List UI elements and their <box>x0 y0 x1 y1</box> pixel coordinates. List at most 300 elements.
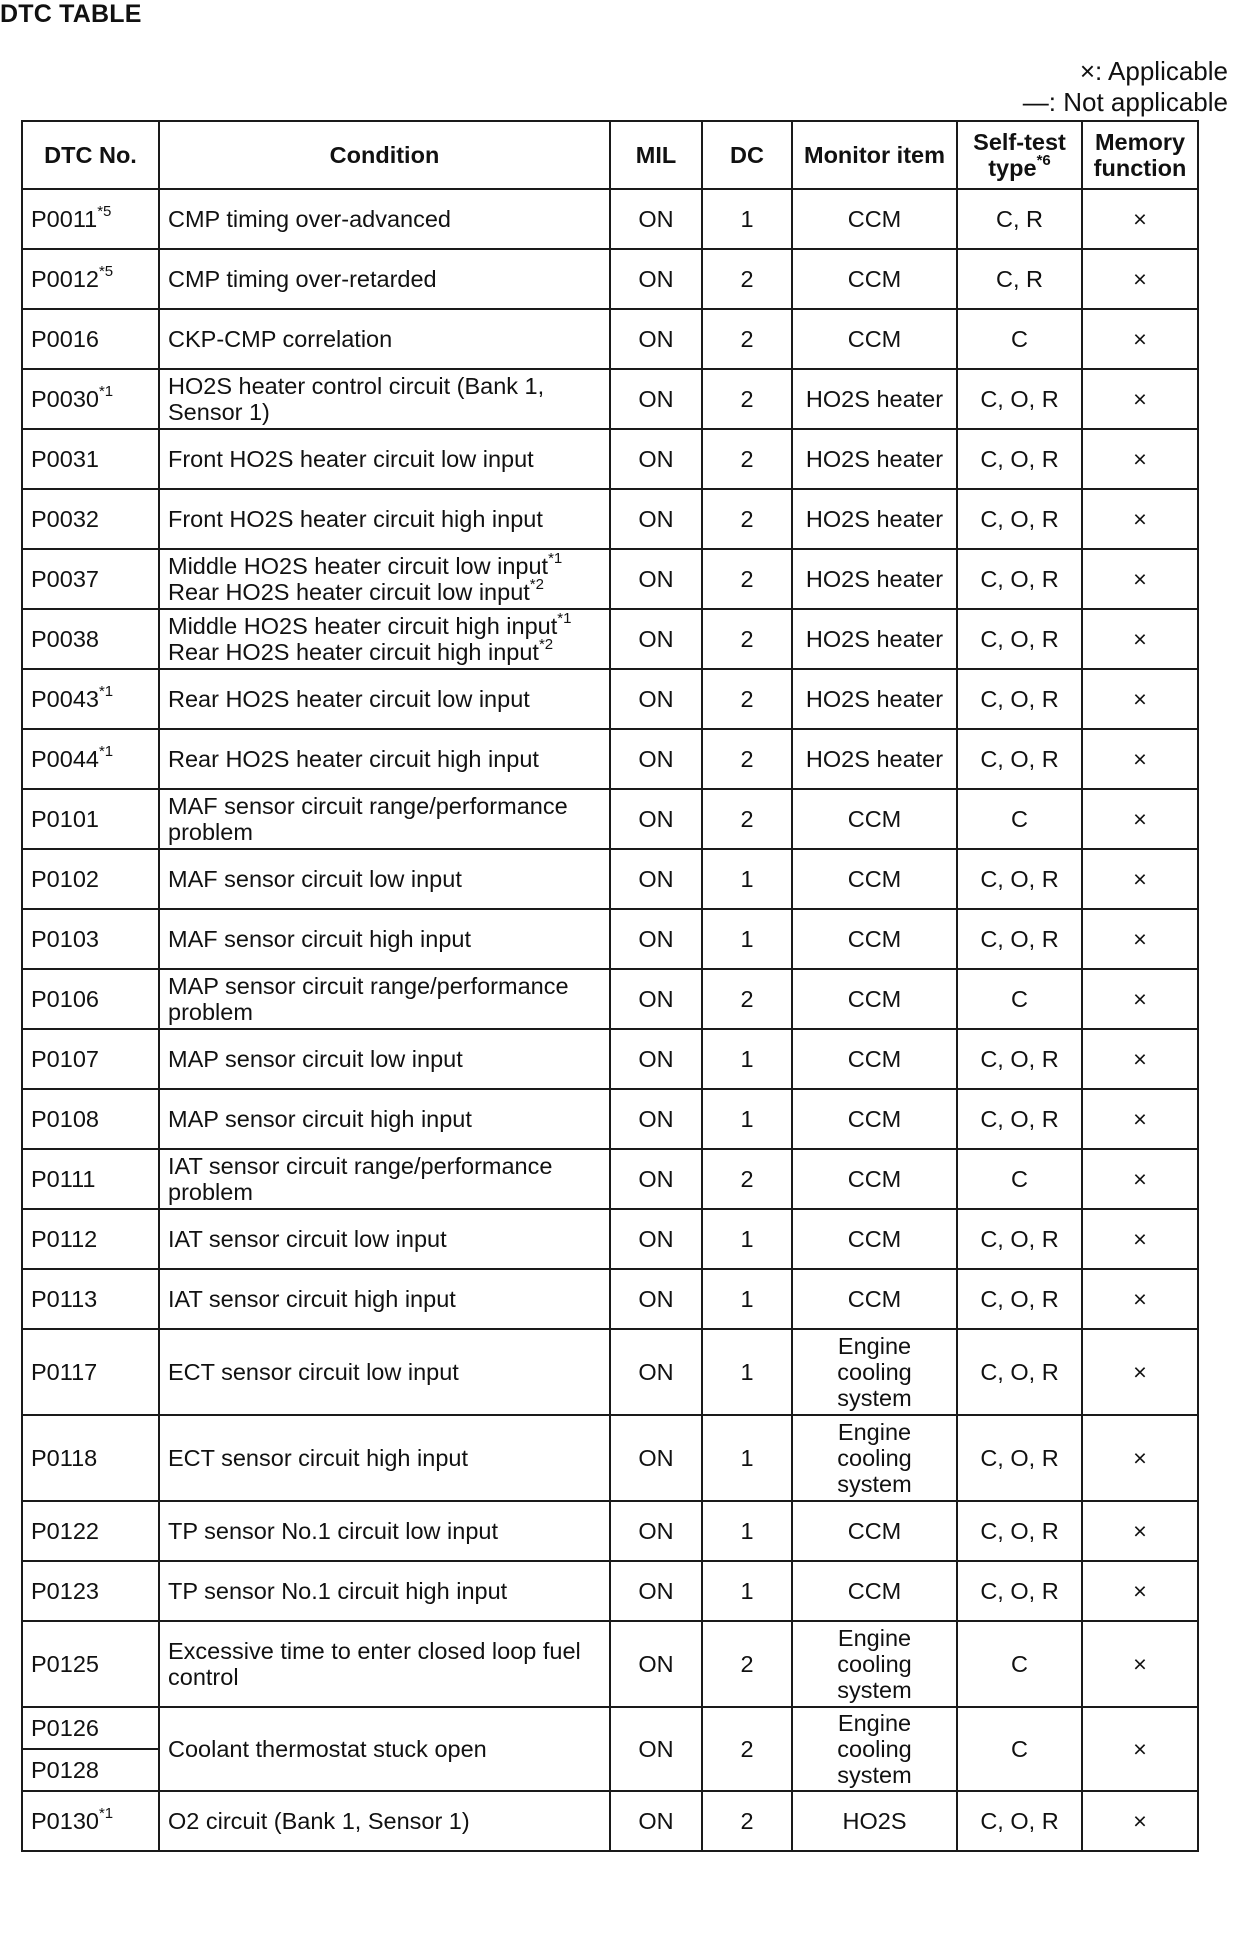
dc-value: 2 <box>740 746 754 772</box>
condition-line <box>168 866 601 892</box>
table-row <box>22 369 1198 429</box>
dtc-code: P0101 <box>31 806 99 832</box>
monitor-item-value: HO2S heater <box>805 386 944 412</box>
self-test-value: C, O, R <box>980 1808 1059 1834</box>
table-row <box>22 189 1198 249</box>
monitor-item-cell <box>792 369 957 429</box>
condition-line <box>168 373 601 425</box>
self-test-value: C, O, R <box>980 686 1059 712</box>
self-test-cell <box>957 189 1082 249</box>
self-test-value: C, O, R <box>980 1518 1059 1544</box>
self-test-cell <box>957 1501 1082 1561</box>
self-test-cell <box>957 609 1082 669</box>
monitor-item-value: HO2S heater <box>805 746 944 772</box>
mil-value: ON <box>638 1651 674 1677</box>
dtc-code-cell <box>22 1209 159 1269</box>
mil-value: ON <box>638 506 674 532</box>
condition-text: IAT sensor circuit low input <box>168 1226 447 1252</box>
dc-cell <box>702 1209 792 1269</box>
self-test-value: C <box>1011 1651 1028 1677</box>
memory-value: × <box>1133 1578 1147 1604</box>
memory-value: × <box>1133 206 1147 232</box>
dc-value: 2 <box>740 806 754 832</box>
monitor-item-cell <box>792 1707 957 1791</box>
dtc-code: P0128 <box>31 1757 99 1783</box>
dc-value: 2 <box>740 266 754 292</box>
header-dc: DC <box>702 121 792 189</box>
mil-value: ON <box>638 1046 674 1072</box>
mil-value: ON <box>638 926 674 952</box>
self-test-cell <box>957 909 1082 969</box>
monitor-item-cell <box>792 909 957 969</box>
table-row <box>22 1561 1198 1621</box>
condition-text: Coolant thermostat stuck open <box>168 1736 487 1762</box>
dtc-code: P0125 <box>31 1651 99 1677</box>
mil-value: ON <box>638 1518 674 1544</box>
memory-cell <box>1082 549 1198 609</box>
dtc-code-cell <box>22 609 159 669</box>
dc-value: 1 <box>740 866 754 892</box>
mil-value: ON <box>638 746 674 772</box>
condition-line <box>168 1106 601 1132</box>
self-test-value: C, O, R <box>980 386 1059 412</box>
dtc-code-cell <box>22 849 159 909</box>
self-test-cell <box>957 1209 1082 1269</box>
monitor-item-cell <box>792 429 957 489</box>
condition-text: MAP sensor circuit low input <box>168 1046 463 1072</box>
monitor-item-cell <box>792 1029 957 1089</box>
self-test-cell <box>957 789 1082 849</box>
dtc-code-cell <box>22 1501 159 1561</box>
monitor-item-value: HO2S heater <box>805 506 944 532</box>
condition-cell <box>159 1329 610 1415</box>
monitor-item-value: CCM <box>847 1106 902 1132</box>
self-test-cell <box>957 669 1082 729</box>
dc-value: 2 <box>740 686 754 712</box>
mil-cell <box>610 489 702 549</box>
monitor-item-value: CCM <box>847 986 902 1012</box>
monitor-item-cell <box>792 1149 957 1209</box>
monitor-item-value: Engine cooling system <box>837 1333 912 1411</box>
dc-cell <box>702 1329 792 1415</box>
memory-cell <box>1082 849 1198 909</box>
table-row <box>22 489 1198 549</box>
dc-value: 1 <box>740 1226 754 1252</box>
condition-line <box>168 1518 601 1544</box>
dtc-code: P0043 <box>31 686 99 712</box>
memory-cell <box>1082 1621 1198 1707</box>
condition-cell <box>159 669 610 729</box>
condition-cell <box>159 1621 610 1707</box>
dc-cell <box>702 1149 792 1209</box>
monitor-item-value: CCM <box>847 1578 902 1604</box>
self-test-cell <box>957 1329 1082 1415</box>
table-row <box>22 1621 1198 1707</box>
monitor-item-cell <box>792 1501 957 1561</box>
dc-value: 2 <box>740 506 754 532</box>
dtc-code: P0032 <box>31 506 99 532</box>
dtc-code-note: *5 <box>98 263 114 281</box>
header-memory-function: Memory function <box>1082 121 1198 189</box>
condition-text: CKP-CMP correlation <box>168 326 393 352</box>
dtc-code: P0031 <box>31 446 99 472</box>
condition-text: HO2S heater control circuit (Bank 1, Sensor 1) <box>168 373 545 425</box>
mil-cell <box>610 249 702 309</box>
condition-text: MAP sensor circuit high input <box>168 1106 472 1132</box>
monitor-item-value: Engine cooling system <box>837 1419 912 1497</box>
mil-value: ON <box>638 1808 674 1834</box>
condition-text: ECT sensor circuit high input <box>168 1445 468 1471</box>
condition-text-2: Rear HO2S heater circuit low input <box>168 579 530 605</box>
mil-cell <box>610 1561 702 1621</box>
dtc-code-cell <box>22 489 159 549</box>
monitor-item-cell <box>792 1209 957 1269</box>
self-test-cell <box>957 729 1082 789</box>
condition-line <box>168 1359 601 1385</box>
dtc-code-cell <box>22 1149 159 1209</box>
condition-text: ECT sensor circuit low input <box>168 1359 459 1385</box>
dtc-code-cell <box>22 1089 159 1149</box>
table-row <box>22 249 1198 309</box>
dc-value: 1 <box>740 1359 754 1385</box>
condition-text: TP sensor No.1 circuit low input <box>168 1518 499 1544</box>
monitor-item-value: Engine cooling system <box>837 1710 912 1788</box>
monitor-item-value: HO2S heater <box>805 566 944 592</box>
memory-cell <box>1082 1791 1198 1851</box>
mil-cell <box>610 1149 702 1209</box>
dc-value: 1 <box>740 1518 754 1544</box>
condition-line <box>168 1046 601 1072</box>
mil-cell <box>610 1329 702 1415</box>
dtc-code-note: *1 <box>98 743 114 761</box>
memory-value: × <box>1133 266 1147 292</box>
monitor-item-value: CCM <box>847 1166 902 1192</box>
dtc-code-cell <box>22 1749 159 1791</box>
dtc-code: P0122 <box>31 1518 99 1544</box>
dc-cell <box>702 669 792 729</box>
dc-value: 2 <box>740 1736 754 1762</box>
memory-cell <box>1082 1209 1198 1269</box>
dtc-code-cell <box>22 309 159 369</box>
condition-note-2: *2 <box>529 576 544 594</box>
dtc-code: P0126 <box>31 1715 99 1741</box>
monitor-item-value: HO2S heater <box>805 686 944 712</box>
memory-cell <box>1082 789 1198 849</box>
dc-value: 2 <box>740 386 754 412</box>
self-test-cell <box>957 1149 1082 1209</box>
self-test-value: C, O, R <box>980 1578 1059 1604</box>
dtc-code-cell <box>22 429 159 489</box>
self-test-value: C, O, R <box>980 746 1059 772</box>
dc-cell <box>702 1089 792 1149</box>
monitor-item-cell <box>792 1621 957 1707</box>
dtc-code-cell <box>22 369 159 429</box>
self-test-cell <box>957 429 1082 489</box>
memory-cell <box>1082 429 1198 489</box>
condition-cell <box>159 309 610 369</box>
dtc-code: P0103 <box>31 926 99 952</box>
dc-cell <box>702 249 792 309</box>
self-test-cell <box>957 1415 1082 1501</box>
self-test-cell <box>957 1029 1082 1089</box>
self-test-cell <box>957 969 1082 1029</box>
table-row <box>22 909 1198 969</box>
self-test-cell <box>957 1089 1082 1149</box>
condition-cell <box>159 1791 610 1851</box>
header-row <box>22 121 1198 189</box>
memory-cell <box>1082 669 1198 729</box>
monitor-item-cell <box>792 189 957 249</box>
memory-cell <box>1082 1029 1198 1089</box>
condition-cell <box>159 969 610 1029</box>
memory-cell <box>1082 489 1198 549</box>
memory-cell <box>1082 189 1198 249</box>
dc-value: 2 <box>740 326 754 352</box>
dc-value: 1 <box>740 1445 754 1471</box>
condition-text: Front HO2S heater circuit high input <box>168 506 543 532</box>
mil-cell <box>610 669 702 729</box>
memory-value: × <box>1133 686 1147 712</box>
mil-value: ON <box>638 1106 674 1132</box>
legend-not-applicable: —: Not applicable <box>1022 87 1228 117</box>
monitor-item-cell <box>792 309 957 369</box>
monitor-item-cell <box>792 1329 957 1415</box>
header-mil: MIL <box>610 121 702 189</box>
dtc-code-note: *1 <box>98 683 114 701</box>
dtc-code-cell <box>22 1269 159 1329</box>
dc-value: 2 <box>740 446 754 472</box>
condition-cell <box>159 489 610 549</box>
condition-text-2: Rear HO2S heater circuit high input <box>168 639 539 665</box>
dtc-code-cell <box>22 669 159 729</box>
condition-cell <box>159 369 610 429</box>
header-dtc-no: DTC No. <box>22 121 159 189</box>
condition-cell <box>159 909 610 969</box>
mil-cell <box>610 1707 702 1791</box>
condition-line <box>168 926 601 952</box>
dtc-code: P0111 <box>31 1166 96 1192</box>
condition-cell <box>159 189 610 249</box>
condition-text: MAP sensor circuit range/performance problem <box>168 973 569 1025</box>
dc-cell <box>702 969 792 1029</box>
memory-cell <box>1082 1561 1198 1621</box>
monitor-item-value: CCM <box>847 1226 902 1252</box>
dc-value: 1 <box>740 1286 754 1312</box>
table-row <box>22 309 1198 369</box>
memory-value: × <box>1133 806 1147 832</box>
condition-text: MAF sensor circuit high input <box>168 926 472 952</box>
self-test-value: C, O, R <box>980 1286 1059 1312</box>
monitor-item-cell <box>792 969 957 1029</box>
memory-cell <box>1082 369 1198 429</box>
dc-cell <box>702 849 792 909</box>
dtc-code-cell <box>22 1707 159 1749</box>
table-row-merged-a <box>22 1707 1198 1749</box>
dc-cell <box>702 1269 792 1329</box>
self-test-cell <box>957 549 1082 609</box>
memory-value: × <box>1133 506 1147 532</box>
mil-cell <box>610 1089 702 1149</box>
condition-line <box>168 1578 601 1604</box>
monitor-item-cell <box>792 1561 957 1621</box>
dtc-code: P0118 <box>31 1445 98 1471</box>
legend <box>1023 56 1228 118</box>
memory-value: × <box>1133 326 1147 352</box>
condition-line <box>168 446 601 472</box>
dtc-code-cell <box>22 909 159 969</box>
mil-value: ON <box>638 806 674 832</box>
memory-cell <box>1082 609 1198 669</box>
condition-line <box>168 610 601 639</box>
page-title: DTC TABLE <box>0 0 142 28</box>
header-self-test-type <box>957 121 1082 189</box>
self-test-cell <box>957 249 1082 309</box>
condition-line <box>168 973 601 1025</box>
memory-cell <box>1082 1415 1198 1501</box>
condition-text: CMP timing over-advanced <box>168 206 451 232</box>
condition-text: TP sensor No.1 circuit high input <box>168 1578 508 1604</box>
monitor-item-value: CCM <box>847 926 902 952</box>
dc-cell <box>702 309 792 369</box>
dc-value: 1 <box>740 1578 754 1604</box>
mil-value: ON <box>638 386 674 412</box>
memory-cell <box>1082 1501 1198 1561</box>
dc-value: 2 <box>740 1651 754 1677</box>
dtc-code-cell <box>22 729 159 789</box>
memory-value: × <box>1133 1286 1147 1312</box>
mil-cell <box>610 1209 702 1269</box>
mil-value: ON <box>638 1736 674 1762</box>
monitor-item-cell <box>792 489 957 549</box>
condition-line <box>168 576 601 605</box>
condition-text: MAF sensor circuit range/performance problem <box>168 793 568 845</box>
mil-value: ON <box>638 446 674 472</box>
memory-value: × <box>1133 1106 1147 1132</box>
table-row <box>22 1501 1198 1561</box>
condition-line <box>168 506 601 532</box>
table-row <box>22 429 1198 489</box>
monitor-item-cell <box>792 669 957 729</box>
mil-cell <box>610 789 702 849</box>
mil-value: ON <box>638 326 674 352</box>
mil-value: ON <box>638 626 674 652</box>
monitor-item-cell <box>792 849 957 909</box>
memory-cell <box>1082 309 1198 369</box>
condition-note: *1 <box>548 550 563 568</box>
mil-cell <box>610 609 702 669</box>
condition-line <box>168 1286 601 1312</box>
self-test-cell <box>957 1791 1082 1851</box>
dtc-code: P0107 <box>31 1046 99 1072</box>
self-test-cell <box>957 1707 1082 1791</box>
condition-text: Middle HO2S heater circuit high input <box>168 613 558 639</box>
dc-value: 2 <box>740 1166 754 1192</box>
self-test-value: C, O, R <box>980 1106 1059 1132</box>
mil-cell <box>610 429 702 489</box>
self-test-cell <box>957 369 1082 429</box>
monitor-item-cell <box>792 1791 957 1851</box>
condition-line <box>168 636 601 665</box>
dtc-code: P0113 <box>31 1286 98 1312</box>
memory-value: × <box>1133 1359 1147 1385</box>
mil-cell <box>610 1501 702 1561</box>
self-test-cell <box>957 309 1082 369</box>
table-row <box>22 669 1198 729</box>
dtc-code: P0011 <box>31 206 98 232</box>
table-row <box>22 609 1198 669</box>
monitor-item-value: HO2S <box>842 1808 907 1834</box>
table-row <box>22 1089 1198 1149</box>
dtc-table-body <box>22 189 1198 1851</box>
self-test-value: C <box>1011 1736 1028 1762</box>
table-row <box>22 1149 1198 1209</box>
mil-cell <box>610 1791 702 1851</box>
memory-value: × <box>1133 926 1147 952</box>
condition-text: Front HO2S heater circuit low input <box>168 446 534 472</box>
memory-cell <box>1082 249 1198 309</box>
mil-cell <box>610 909 702 969</box>
dtc-code: P0102 <box>31 866 99 892</box>
table-row <box>22 1029 1198 1089</box>
dc-value: 1 <box>740 926 754 952</box>
monitor-item-cell <box>792 609 957 669</box>
dc-value: 1 <box>740 206 754 232</box>
condition-text: Rear HO2S heater circuit low input <box>168 686 530 712</box>
dtc-code-note: *1 <box>98 1805 114 1823</box>
self-test-value: C <box>1011 326 1028 352</box>
dtc-code: P0130 <box>31 1808 99 1834</box>
memory-cell <box>1082 1089 1198 1149</box>
dtc-code: P0044 <box>31 746 99 772</box>
memory-value: × <box>1133 566 1147 592</box>
condition-cell <box>159 1707 610 1791</box>
dc-value: 2 <box>740 626 754 652</box>
table-row <box>22 969 1198 1029</box>
monitor-item-cell <box>792 249 957 309</box>
condition-text: IAT sensor circuit high input <box>168 1286 456 1312</box>
table-row <box>22 729 1198 789</box>
monitor-item-value: CCM <box>847 1286 902 1312</box>
dtc-code-cell <box>22 189 159 249</box>
condition-line <box>168 686 601 712</box>
self-test-value: C, O, R <box>980 1046 1059 1072</box>
condition-cell <box>159 249 610 309</box>
condition-cell <box>159 789 610 849</box>
dtc-table <box>21 120 1199 1852</box>
self-test-value: C, R <box>996 266 1043 292</box>
mil-cell <box>610 309 702 369</box>
dtc-code-cell <box>22 1029 159 1089</box>
condition-text: Excessive time to enter closed loop fuel control <box>168 1638 581 1690</box>
self-test-value: C, O, R <box>980 1226 1059 1252</box>
dc-value: 2 <box>740 566 754 592</box>
memory-value: × <box>1133 1445 1147 1471</box>
monitor-item-value: CCM <box>847 1518 902 1544</box>
dc-cell <box>702 1561 792 1621</box>
monitor-item-value: CCM <box>847 866 902 892</box>
dc-cell <box>702 489 792 549</box>
dc-cell <box>702 1029 792 1089</box>
memory-value: × <box>1133 866 1147 892</box>
dc-value: 1 <box>740 1106 754 1132</box>
self-test-value: C, R <box>996 206 1043 232</box>
self-test-value: C, O, R <box>980 866 1059 892</box>
memory-value: × <box>1133 1808 1147 1834</box>
dtc-code: P0038 <box>31 626 99 652</box>
dc-cell <box>702 1707 792 1791</box>
dtc-code-cell <box>22 1791 159 1851</box>
mil-value: ON <box>638 1166 674 1192</box>
